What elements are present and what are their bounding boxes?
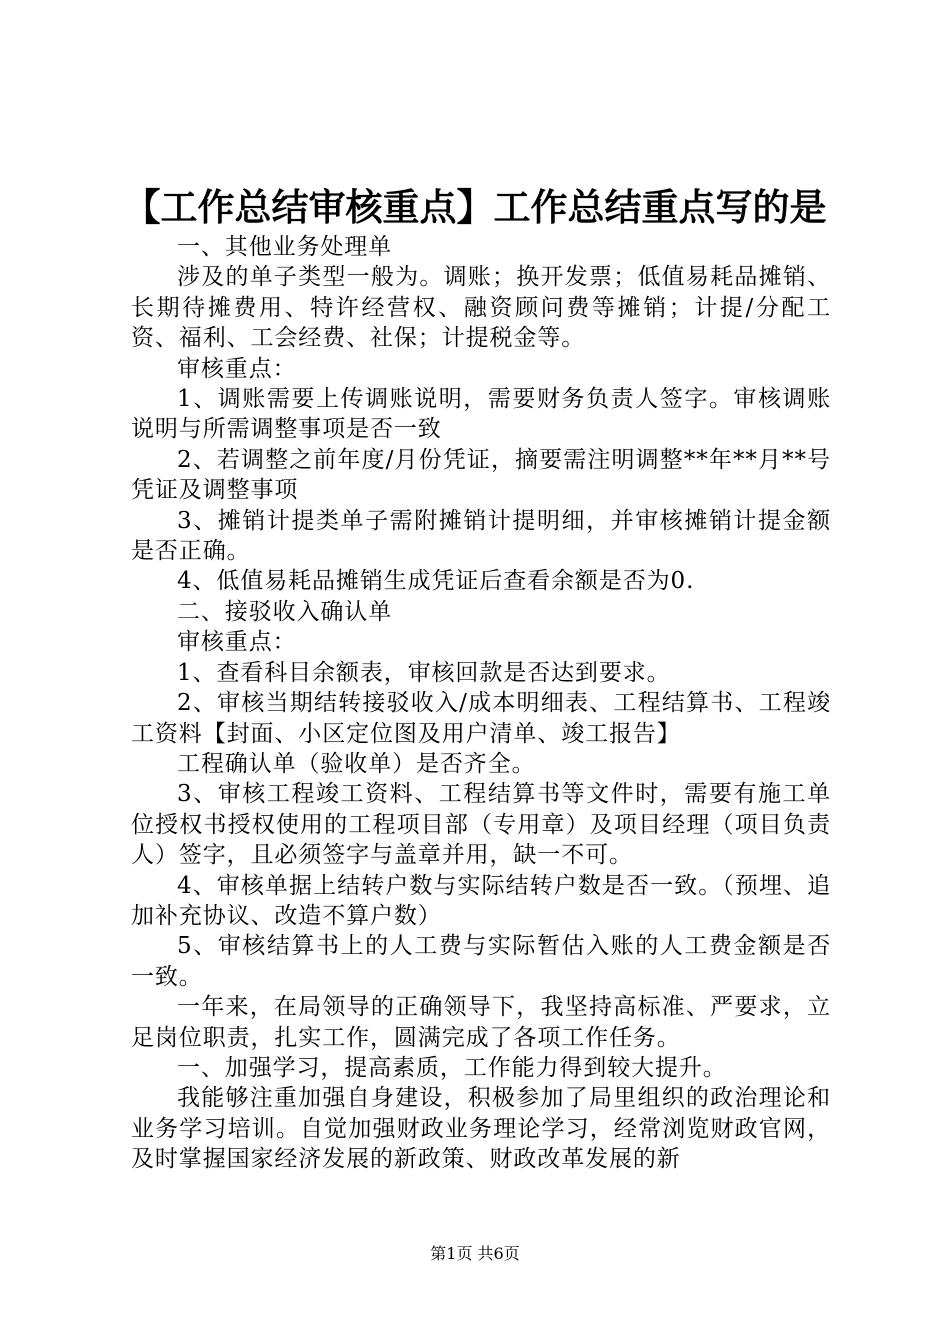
page-footer: 第1页 共6页 [430,1244,520,1263]
list-item: 3、摊销计提类单子需附摊销计提明细，并审核摊销计提金额是否正确。 [131,507,831,565]
list-item: 2、若调整之前年度/月份凭证，摘要需注明调整**年**月**号凭证及调整事项 [131,446,831,504]
list-item: 5、审核结算书上的人工费与实际暂估入账的人工费金额是否一致。 [131,933,831,990]
list-item: 3、审核工程竣工资料、工程结算书等文件时，需要有施工单位授权书授权使用的工程项目部（专用章）及项目经理（项目负责人）签字，且必须签字与盖章并用，缺一不可。 [131,781,831,869]
body-paragraph: 涉及的单子类型一般为。调账；换开发票；低值易耗品摊销、长期待摊费用、特许经营权、融资顾问费等摊销；计提/分配工资、福利、工会经费、社保；计提税金等。 [131,264,831,352]
list-item: 1、调账需要上传调账说明，需要财务负责人签字。审核调账说明与所需调整事项是否一致 [131,386,831,443]
document-title: 【工作总结审核重点】工作总结重点写的是 [123,186,827,229]
list-item: 4、低值易耗品摊销生成凭证后查看余额是否为0. [177,568,695,595]
subheading: 审核重点： [177,355,297,382]
body-paragraph: 我能够注重加强自身建设，积极参加了局里组织的政治理论和业务学习培训。自觉加强财政业务理论学习，经常浏览财政官网，及时掌握国家经济发展的新政策、财政改革发展的新 [131,1085,831,1173]
section-heading: 二、接驳收入确认单 [177,598,393,625]
list-item: 4、审核单据上结转户数与实际结转户数是否一致。（预埋、追加补充协议、改造不算户数） [131,872,831,929]
section-heading: 一、其他业务处理单 [177,234,393,260]
subheading: 审核重点： [177,629,297,656]
list-item: 1、查看科目余额表，审核回款是否达到要求。 [177,659,671,686]
document-body [131,232,831,1175]
list-item: 2、审核当期结转接驳收入/成本明细表、工程结算书、工程竣工资料【封面、小区定位图及用户清单、竣工报告】 [131,690,831,747]
section-heading: 一、加强学习，提高素质，工作能力得到较大提升。 [177,1054,727,1081]
body-paragraph: 一年来，在局领导的正确领导下，我坚持高标准、严要求，立足岗位职责，扎实工作，圆满完成了各项工作任务。 [131,994,831,1051]
body-paragraph: 工程确认单（验收单）是否齐全。 [177,750,536,777]
